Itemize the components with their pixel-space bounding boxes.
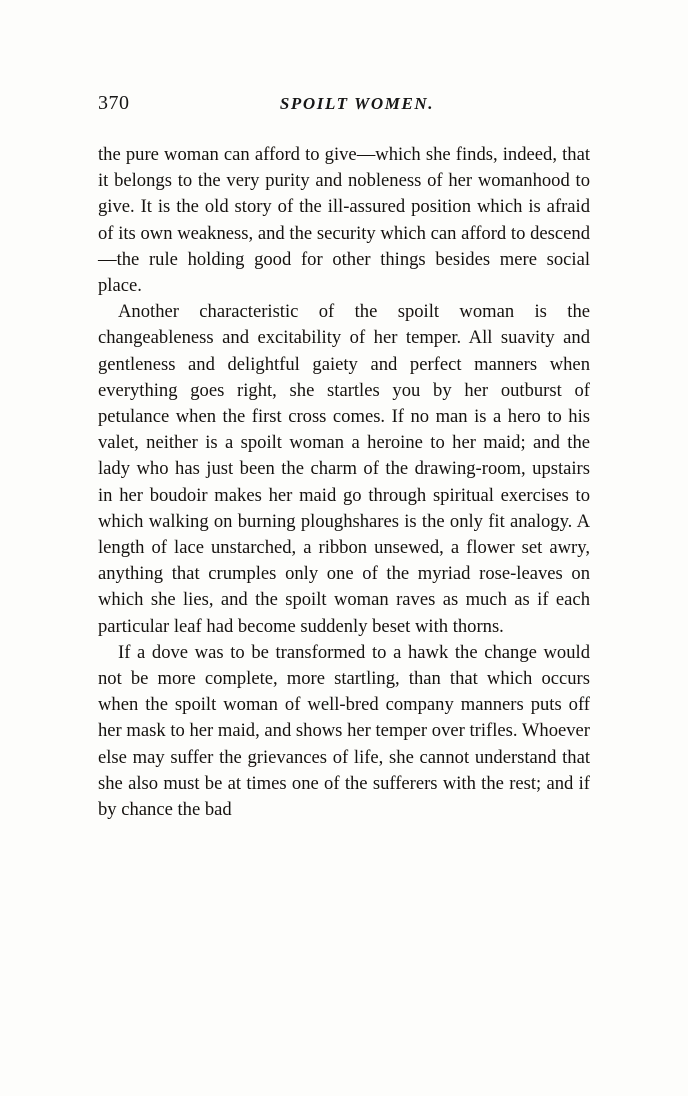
paragraph: Another characteristic of the spoilt woman is the changeableness and excitability of her temper. All suavity and gentleness and delightful gaiety and perfect manners when everything goes right, she startles you by her outburst of petulance when the first cross comes. If no man is a hero to his valet, neither is a spoilt woman a heroine to her maid; and the lady who has just been the charm of the drawing-room, upstairs in her boudoir makes her maid go through spiritual exercises to which walking on burning ploughshares is the only fit analogy. A length of lace unstarched, a ribbon unsewed, a flower set awry, anything that crumples only one of the myriad rose-leaves on which she lies, and the spoilt woman raves as much as if each particular leaf had become suddenly beset with thorns. xyxy=(98,301,590,637)
running-head xyxy=(98,92,590,126)
paragraph: the pure woman can afford to give—which she finds, indeed, that it belongs to the very purity and nobleness of her womanhood to give. It is the old story of the ill-assured position which is afraid of its own weakness, and the security which can afford to descend—the rule holding good for other things besides mere social place. xyxy=(98,144,590,297)
paragraph: If a dove was to be transformed to a hawk the change would not be more complete, more startling, than that which occurs when the spoilt woman of well-bred company manners puts off her mask to her maid, and shows her temper over trifles. Whoever else may suffer the grievances of life, she cannot understand that she also must be at times one of the sufferers with the rest; and if by chance the bad xyxy=(98,641,590,821)
page-number: 370 xyxy=(98,92,130,114)
chapter-running-title: SPOILT WOMEN. xyxy=(279,94,435,113)
body-text xyxy=(98,142,590,823)
